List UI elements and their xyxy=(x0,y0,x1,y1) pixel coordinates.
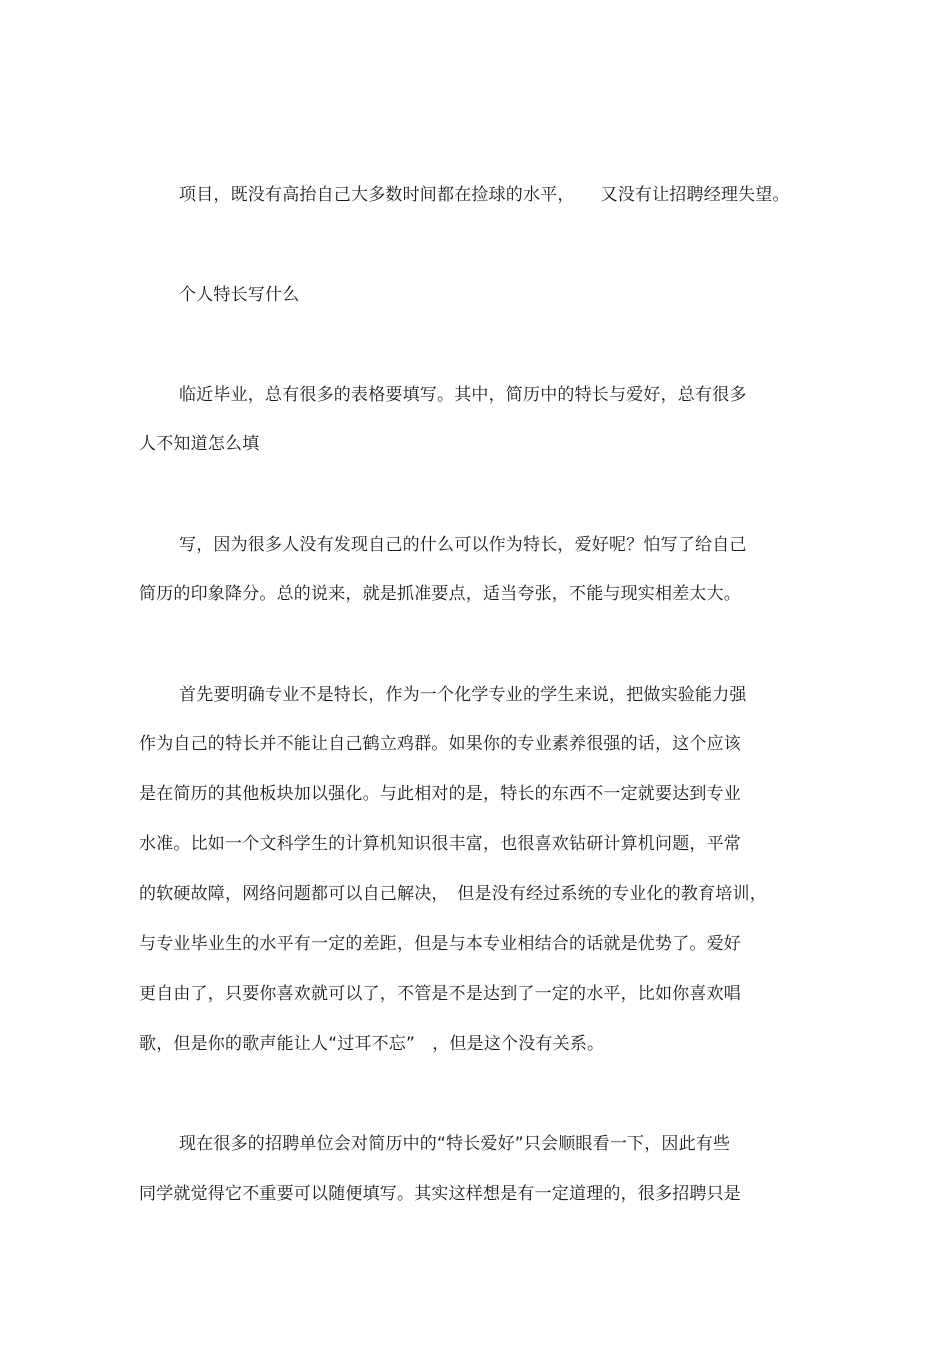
text-line: 同学就觉得它不重要可以随便填写。其实这样想是有一定道理的，很多招聘只是 xyxy=(139,1184,741,1204)
text-line: 作为自己的特长并不能让自己鹤立鸡群。如果你的专业素养很强的话，这个应该 xyxy=(139,734,741,754)
text-line: 首先要明确专业不是特长，作为一个化学专业的学生来说，把做实验能力强 xyxy=(179,685,747,705)
text-line: 水准。比如一个文科学生的计算机知识很丰富，也很喜欢钻研计算机问题，平常 xyxy=(139,834,741,854)
text-line: 的软硬故障，网络问题都可以自己解决， 但是没有经过系统的专业化的教育培训， xyxy=(139,884,767,904)
text-line: 是在简历的其他板块加以强化。与此相对的是，特长的东西不一定就要达到专业 xyxy=(139,784,741,804)
text-line: 简历的印象降分。总的说来，就是抓准要点，适当夸张，不能与现实相差太大。 xyxy=(139,584,741,604)
text-line: 人不知道怎么填 xyxy=(139,434,260,454)
text-line: 项目，既没有高抬自己大多数时间都在捡球的水平， 又没有让招聘经理失望。 xyxy=(179,185,790,205)
text-line: 更自由了，只要你喜欢就可以了，不管是不是达到了一定的水平，比如你喜欢唱 xyxy=(139,984,741,1004)
text-line: 现在很多的招聘单位会对简历中的“特长爱好”只会顺眼看一下，因此有些 xyxy=(179,1134,731,1154)
text-line: 歌，但是你的歌声能让人“过耳不忘” ，但是这个没有关系。 xyxy=(139,1034,605,1054)
text-line: 写，因为很多人没有发现自己的什么可以作为特长，爱好呢？怕写了给自己 xyxy=(179,535,747,555)
text-line: 临近毕业，总有很多的表格要填写。其中，简历中的特长与爱好，总有很多 xyxy=(179,385,747,405)
text-line: 与专业毕业生的水平有一定的差距，但是与本专业相结合的话就是优势了。爱好 xyxy=(139,934,741,954)
section-heading: 个人特长写什么 xyxy=(179,285,300,305)
